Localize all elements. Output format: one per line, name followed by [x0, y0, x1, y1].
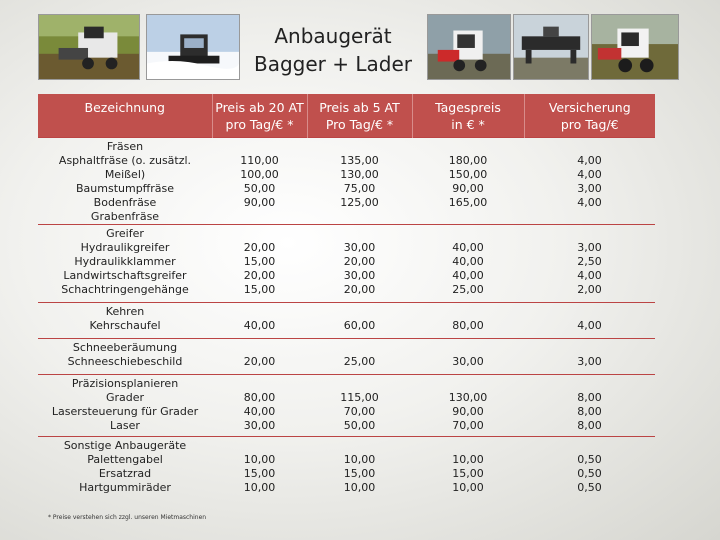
cell-tagespreis — [412, 436, 524, 507]
price-value: 60,00 — [343, 318, 376, 332]
price-value: 3,00 — [577, 354, 602, 368]
price-value: 4,00 — [577, 268, 602, 282]
price-value: 10,00 — [452, 452, 484, 466]
photo-skid-steer-loader — [427, 14, 511, 80]
group-name: Sonstige Anbaugeräte — [63, 438, 187, 452]
cell-versicherung — [524, 137, 655, 224]
table-row — [38, 224, 655, 302]
price-table — [38, 94, 655, 507]
price-value: 40,00 — [452, 268, 484, 282]
price-value: 30,00 — [343, 240, 376, 254]
page-title — [240, 22, 426, 78]
price-value: 4,00 — [577, 167, 602, 181]
price-value: 8,00 — [577, 404, 602, 418]
photo-forestry-mulcher — [38, 14, 140, 80]
price-value: 110,00 — [240, 153, 279, 167]
header-bezeichnung: Bezeichnung — [38, 94, 212, 137]
header-line: Preis ab 5 AT — [319, 100, 400, 115]
title-line-2: Bagger + Lader — [254, 52, 412, 76]
price-value: 70,00 — [452, 418, 484, 432]
price-value: 25,00 — [343, 354, 376, 368]
price-value: 90,00 — [243, 195, 276, 209]
cell-bezeichnung — [38, 224, 212, 302]
price-value: 80,00 — [452, 318, 484, 332]
price-value: 3,00 — [577, 240, 602, 254]
photo-loader-in-field — [591, 14, 679, 80]
price-value: 40,00 — [243, 404, 276, 418]
cell-versicherung — [524, 224, 655, 302]
price-value: 4,00 — [577, 153, 602, 167]
cell-preis-5-at — [307, 338, 412, 374]
header-line: Pro Tag/€ * — [325, 117, 394, 132]
price-value: 30,00 — [243, 418, 276, 432]
price-value: 4,00 — [577, 318, 602, 332]
price-value: 10,00 — [243, 452, 276, 466]
price-value: 90,00 — [452, 404, 484, 418]
cell-versicherung — [524, 338, 655, 374]
item-name: Hydraulikgreifer — [80, 240, 170, 254]
group-name: Greifer — [106, 226, 144, 240]
header-row — [38, 94, 655, 137]
cell-preis-20-at — [212, 338, 307, 374]
price-value: 75,00 — [343, 181, 376, 195]
price-value: 90,00 — [452, 181, 484, 195]
price-value: 135,00 — [340, 153, 379, 167]
price-value: 100,00 — [240, 167, 279, 181]
table-row — [38, 338, 655, 374]
header-line: pro Tag/€ * — [225, 117, 294, 132]
price-value: 115,00 — [340, 390, 379, 404]
price-value: 50,00 — [243, 181, 276, 195]
price-value: 20,00 — [243, 354, 276, 368]
price-value: 30,00 — [452, 354, 484, 368]
cell-tagespreis — [412, 302, 524, 338]
price-value: 70,00 — [343, 404, 376, 418]
price-value: 20,00 — [343, 254, 376, 268]
price-value: 10,00 — [243, 480, 276, 494]
price-value: 2,00 — [577, 282, 602, 296]
group-name: Kehren — [105, 304, 145, 318]
item-name: Landwirtschaftsgreifer — [63, 268, 187, 282]
price-value: 40,00 — [452, 240, 484, 254]
header-line: Versicherung — [548, 100, 631, 115]
group-name: Fräsen — [106, 139, 144, 153]
cell-preis-20-at — [212, 224, 307, 302]
cell-tagespreis — [412, 374, 524, 436]
cell-preis-5-at — [307, 374, 412, 436]
title-line-1: Anbaugerät — [274, 24, 392, 48]
price-value: 130,00 — [448, 390, 488, 404]
header-line: in € * — [451, 117, 485, 132]
cell-bezeichnung — [38, 374, 212, 436]
price-value: 180,00 — [448, 153, 488, 167]
cell-bezeichnung — [38, 302, 212, 338]
item-name: Baumstumpffräse — [75, 181, 175, 195]
price-value: 30,00 — [343, 268, 376, 282]
item-name: Palettengabel — [87, 452, 163, 466]
price-value: 3,00 — [577, 181, 602, 195]
cell-versicherung — [524, 302, 655, 338]
cell-preis-20-at — [212, 137, 307, 224]
cell-preis-20-at — [212, 374, 307, 436]
item-name: Grabenfräse — [90, 209, 160, 223]
item-name: Schneeschiebeschild — [67, 354, 183, 368]
price-value: 10,00 — [343, 480, 376, 494]
price-value: 20,00 — [243, 268, 276, 282]
price-value: 40,00 — [243, 318, 276, 332]
cell-versicherung — [524, 374, 655, 436]
price-value: 25,00 — [452, 282, 484, 296]
price-value: 125,00 — [340, 195, 379, 209]
group-name: Schneeberäumung — [72, 340, 178, 354]
item-name: Lasersteuerung für Grader — [51, 404, 199, 418]
item-name: Hartgummiräder — [79, 480, 171, 494]
photo-snow-blade — [146, 14, 240, 80]
price-value: 15,00 — [243, 282, 276, 296]
item-name: Kehrschaufel — [89, 318, 161, 332]
table-row — [38, 137, 655, 224]
item-name: Grader — [105, 390, 145, 404]
header-line: pro Tag/€ — [560, 117, 619, 132]
price-value: 0,50 — [577, 452, 602, 466]
price-value: 0,50 — [577, 480, 602, 494]
price-value: 15,00 — [243, 254, 276, 268]
cell-tagespreis — [412, 338, 524, 374]
price-value: 15,00 — [452, 466, 484, 480]
cell-bezeichnung — [38, 137, 212, 224]
price-value: 4,00 — [577, 195, 602, 209]
header-versicherung — [524, 94, 655, 137]
item-name: Hydraulikklammer — [74, 254, 176, 268]
cell-preis-20-at — [212, 302, 307, 338]
price-value: 20,00 — [243, 240, 276, 254]
price-value: 165,00 — [448, 195, 488, 209]
price-value: 8,00 — [577, 390, 602, 404]
cell-preis-5-at — [307, 137, 412, 224]
price-value: 20,00 — [343, 282, 376, 296]
price-value: 15,00 — [243, 466, 276, 480]
cell-versicherung — [524, 436, 655, 507]
table-row — [38, 436, 655, 507]
header-preis-20-at — [212, 94, 307, 137]
header-preis-5-at — [307, 94, 412, 137]
price-value: 2,50 — [577, 254, 602, 268]
cell-tagespreis — [412, 224, 524, 302]
item-name: Schachtringengehänge — [61, 282, 189, 296]
price-value: 0,50 — [577, 466, 602, 480]
header-line: Tagespreis — [435, 100, 501, 115]
price-value: 130,00 — [340, 167, 379, 181]
cell-preis-5-at — [307, 224, 412, 302]
price-value: 80,00 — [243, 390, 276, 404]
price-value: 10,00 — [343, 452, 376, 466]
table-row — [38, 302, 655, 338]
header-line: Preis ab 20 AT — [215, 100, 304, 115]
price-value: 8,00 — [577, 418, 602, 432]
header-tagespreis — [412, 94, 524, 137]
cell-bezeichnung — [38, 436, 212, 507]
item-name: Asphaltfräse (o. zusätzl. Meißel) — [58, 153, 192, 181]
price-value: 15,00 — [343, 466, 376, 480]
footnote: * Preise verstehen sich zzgl. unseren Mietmaschinen — [48, 514, 207, 521]
price-value: 50,00 — [343, 418, 376, 432]
item-name: Laser — [110, 418, 140, 432]
price-value: 150,00 — [448, 167, 488, 181]
price-value: 10,00 — [452, 480, 484, 494]
price-value: 40,00 — [452, 254, 484, 268]
group-name: Präzisionsplanieren — [71, 376, 179, 390]
cell-bezeichnung — [38, 338, 212, 374]
photo-grapple-bucket — [513, 14, 589, 80]
item-name: Ersatzrad — [98, 466, 152, 480]
cell-preis-5-at — [307, 436, 412, 507]
cell-preis-5-at — [307, 302, 412, 338]
table-row — [38, 374, 655, 436]
item-name: Bodenfräse — [93, 195, 157, 209]
cell-preis-20-at — [212, 436, 307, 507]
cell-tagespreis — [412, 137, 524, 224]
